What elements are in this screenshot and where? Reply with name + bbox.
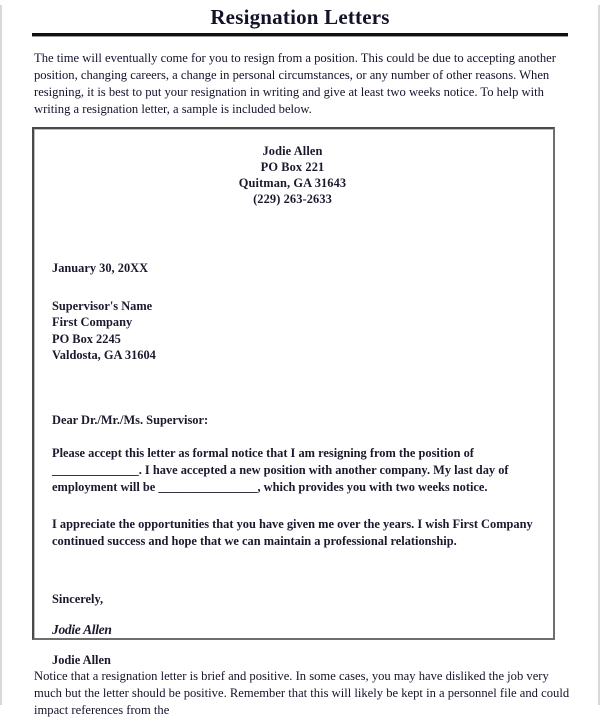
intro-paragraph: The time will eventually come for you to resign from a position. This could be due to accepting another position, changing careers, a change in personal circumstances, or any number of other reasons. When resigning, it is best to put your resignation in writing and give at least two weeks notice. To help with writing a resignation letter, a sample is included below. <box>34 51 556 116</box>
letterhead-phone: (229) 263-2633 <box>253 192 332 206</box>
letter-paragraph-2: I appreciate the opportunities that you have given me over the years. I wish First Company continued success and hope that we can maintain a professional relationship. <box>52 517 533 548</box>
typed-signer-name: Jodie Allen <box>52 653 111 667</box>
letter-paragraph-1: Please accept this letter as formal notice that I am resigning from the position of ______________. I have accepted a new position with another company. My last day of employment will be ________________, which provides you with two weeks notice. <box>52 446 509 494</box>
letterhead-name: Jodie Allen <box>262 144 323 158</box>
letterhead-address-line2: Quitman, GA 31643 <box>238 176 347 190</box>
document-page <box>0 5 600 717</box>
title-divider <box>32 33 568 37</box>
letter-content <box>34 129 553 669</box>
letter-date: January 30, 20XX <box>52 261 149 275</box>
recipient-name: Supervisor's Name <box>52 298 153 313</box>
recipient-address-line2: Valdosta, GA 31604 <box>52 348 156 362</box>
handwritten-signature: Jodie Allen <box>52 621 112 637</box>
letter-closing: Sincerely, <box>52 592 104 606</box>
page-title: Resignation Letters <box>210 5 390 29</box>
letterhead-address-line1: PO Box 221 <box>260 160 325 174</box>
outro-paragraph: Notice that a resignation letter is brief and positive. In some cases, you may have disliked the job very much but the letter should be positive. Remember that this will likely be kept in a personnel file and could impact references from the <box>34 668 570 717</box>
letterhead <box>52 143 533 207</box>
letter-salutation: Dear Dr./Mr./Ms. Supervisor: <box>52 412 209 427</box>
recipient-address-block <box>52 298 533 364</box>
sample-letter-box <box>32 127 555 667</box>
recipient-company: First Company <box>52 315 133 329</box>
recipient-address-line1: PO Box 2245 <box>52 331 121 346</box>
